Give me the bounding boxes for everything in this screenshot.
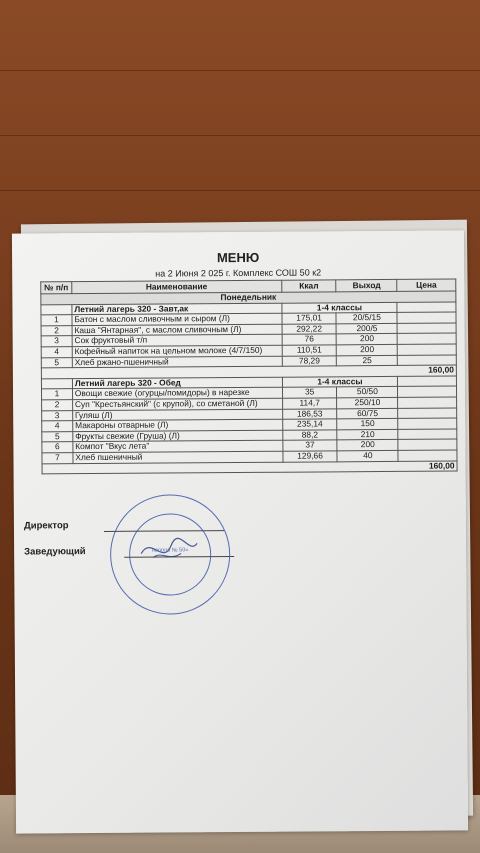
table-row: 4 Макароны отварные (Л) 235,14 150 [42, 418, 457, 431]
table-row: 6 Компот "Вкус лета" 37 200 [42, 439, 457, 452]
signature-scribble [111, 495, 230, 614]
header-output: Выход [336, 279, 397, 291]
head-label: Заведующий [24, 546, 86, 558]
menu-subtitle: на 2 Июня 2 025 г. Комплекс СОШ 50 к2 [155, 267, 322, 279]
table-row: 1 Батон с маслом сливочным и сыром (Л) 175,01 20/5/15 [41, 312, 456, 325]
day-label: Понедельник [41, 291, 456, 304]
director-label: Директор [23, 520, 69, 532]
table-row: 4 Кофейный напиток на цельном молоке (4/7/150) 110,51 200 [41, 344, 456, 357]
table-row: 5 Фрукты свежие (Груша) (Л) 88,2 210 [42, 429, 457, 442]
header-num: № п/п [41, 282, 72, 294]
stamp-text: напола № 50» [151, 547, 189, 554]
table-row: 7 Хлеб пшеничный 129,66 40 [42, 450, 457, 463]
table-row: 3 Сок фруктовый т/п 76 200 [41, 333, 456, 346]
header-price: Цена [397, 279, 456, 291]
table-row: 3 Гуляш (Л) 186,53 60/75 [42, 408, 457, 421]
header-name: Наименование [72, 280, 282, 293]
wood-grain [0, 70, 480, 71]
table-row: 2 Каша "Янтарная", с маслом сливочным (Л) 292,22 200/5 [41, 323, 456, 336]
official-stamp [110, 494, 231, 615]
breakfast-group-label: 1-4 классы [282, 302, 398, 313]
lunch-total: 160,00 [42, 460, 457, 473]
lunch-section-label: Летний лагерь 320 - Обед [72, 377, 282, 389]
table-row: 1 Овощи свежие (огурцы/помидоры) в нарезке 35 50/50 [41, 386, 456, 399]
wood-grain [0, 135, 480, 136]
header-kcal: Ккал [281, 280, 336, 292]
breakfast-total: 160,00 [41, 365, 456, 378]
menu-sheet [12, 230, 468, 833]
lunch-total-row [42, 460, 457, 473]
breakfast-section-label: Летний лагерь 320 - Завт,ак [72, 303, 282, 315]
table-row: 2 Суп "Крестьянский" (с крупой), со сметаной (Л) 114,7 250/10 [42, 397, 457, 410]
menu-title: МЕНЮ [216, 249, 260, 266]
table-row: 5 Хлеб ржано-пшеничный 78,29 25 [41, 355, 456, 368]
wood-grain [0, 190, 480, 191]
menu-table [40, 278, 457, 474]
lunch-group-label: 1-4 классы [282, 376, 398, 387]
